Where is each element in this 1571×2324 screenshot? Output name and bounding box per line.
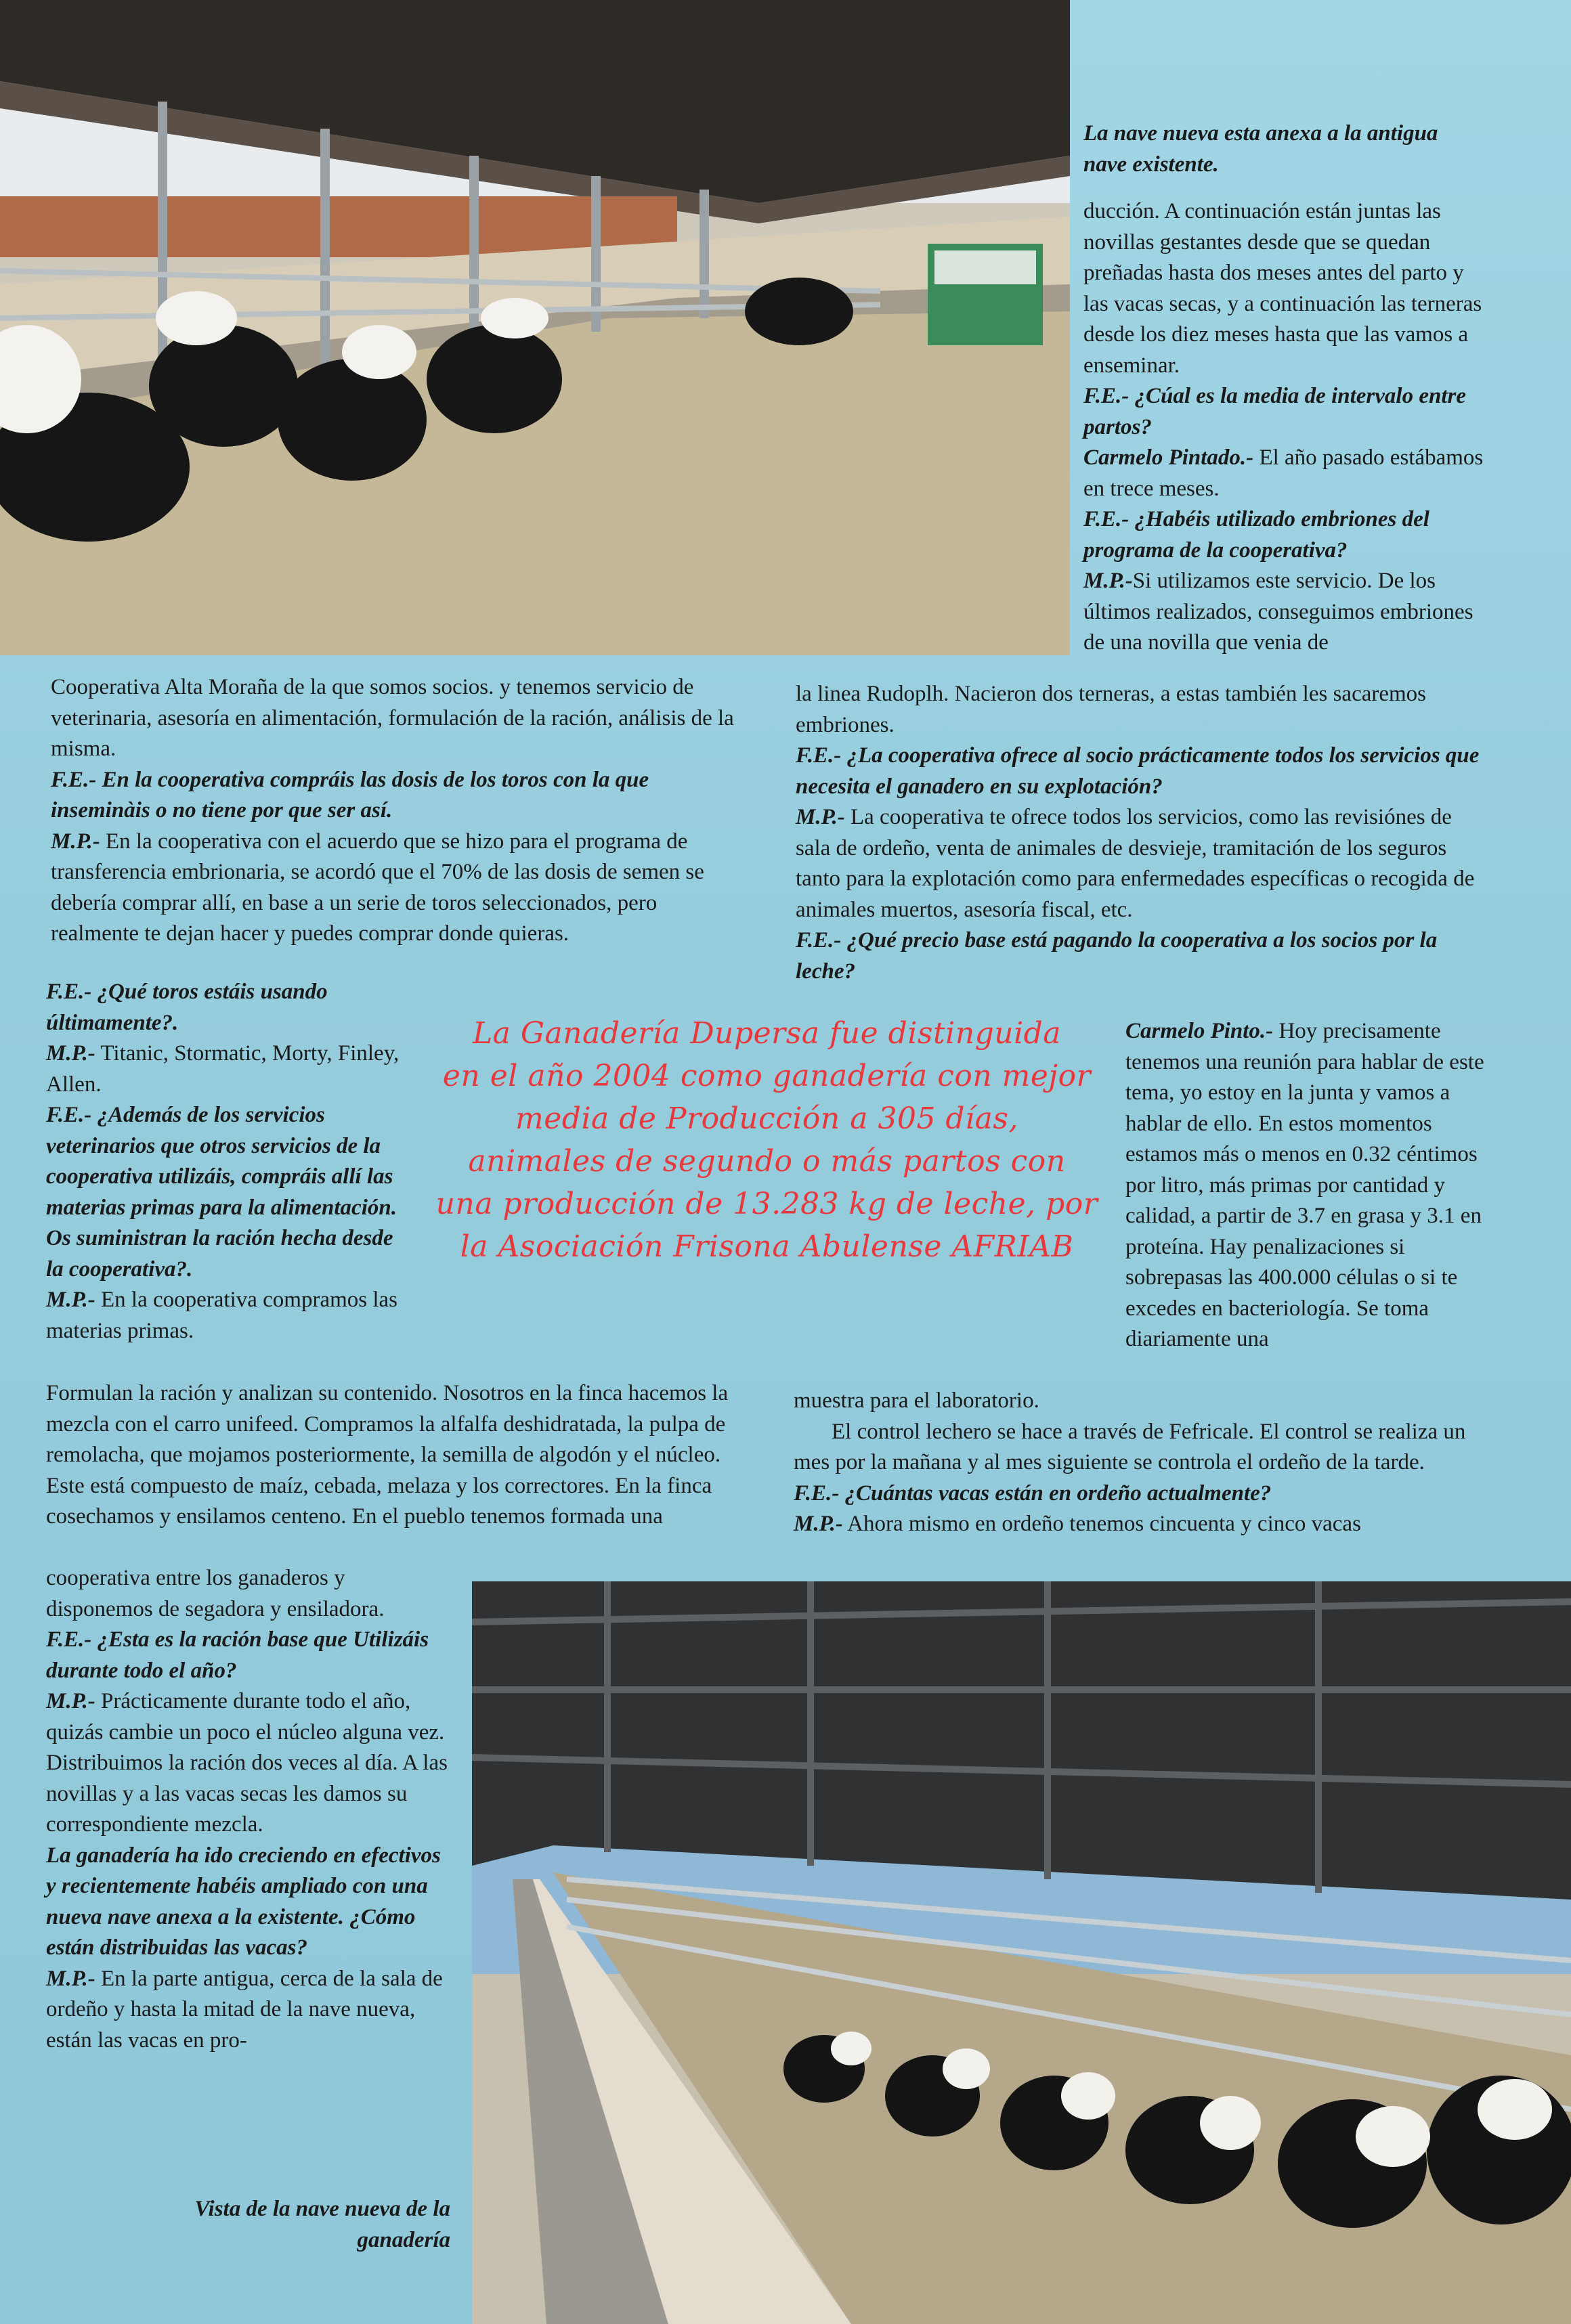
answer — [1083, 566, 1490, 659]
pull-quote-line: una producción de 13.283 kg de leche, por — [435, 1187, 1098, 1221]
bottom-photo-caption: Vista de la nave nueva de la ganadería — [194, 2197, 450, 2252]
left-column-wide — [46, 1378, 750, 1533]
answer — [1125, 1016, 1484, 1355]
speaker: M.P.- — [794, 1512, 843, 1536]
question: La ganadería ha ido creciendo en efectivos y recientemente habéis ampliado con una nueva nave anexa a la existente. ¿Cómo están distribuidas las vacas? — [46, 1843, 441, 1960]
answer — [46, 1285, 412, 1346]
left-column-bottom — [46, 1563, 452, 2056]
speaker: M.P.- — [51, 829, 100, 854]
question: F.E.- En la cooperativa compráis las dosis de los toros con la que inseminàis o no tiene por que ser así. — [51, 767, 649, 823]
right-column-middle — [796, 679, 1486, 987]
answer — [796, 802, 1486, 925]
answer-text: La cooperativa te ofrece todos los servicios, como las revisiónes de sala de ordeño, venta de animales de desvieje, tramitación de los seguros tanto para la explotación como para enfermedades específicas o recogida de animales muertos, asesoría fiscal, etc. — [796, 805, 1475, 922]
answer-text: Titanic, Stormatic, Morty, Finley, Allen. — [46, 1041, 400, 1097]
barn-photo-icon — [0, 0, 1070, 655]
question: F.E.- ¿Además de los servicios veterinarios que otros servicios de la cooperativa utilizáis, compráis allí las materias primas para la alimentación. Os suministran la ración hecha desde la cooperativa?. — [46, 1103, 397, 1281]
paragraph: Formulan la ración y analizan su contenido. Nosotros en la finca hacemos la mezcla con el carro unifeed. Compramos la alfalfa deshidratada, la pulpa de remolacha, que mojamos posteriormente, la semilla de algodón y el núcleo. Este está compuesto de maíz, cebada, melaza y los correctores. En la finca cosechamos y ensilamos centeno. En el pueblo tenemos formada una — [46, 1381, 729, 1529]
pull-quote-line: media de Producción a 305 días, — [515, 1101, 1018, 1136]
answer-text: Ahora mismo en ordeño tenemos cincuenta y cinco vacas — [842, 1512, 1361, 1536]
top-photo-caption: La nave nueva esta anexa a la antigua nave existente. — [1083, 121, 1438, 177]
speaker: M.P.- — [796, 805, 845, 829]
answer-text: Prácticamente durante todo el año, quizás cambie un poco el núcleo alguna vez. Distribuimos la ración dos veces al día. A las novillas y a las vacas secas les damos su correspondiente mezcla. — [46, 1689, 448, 1837]
left-column-narrow — [46, 977, 412, 1346]
answer-text: En la cooperativa compramos las materias primas. — [46, 1288, 398, 1343]
question: F.E.- ¿La cooperativa ofrece al socio prácticamente todos los servicios que necesita el ganadero en su explotación? — [796, 743, 1480, 799]
pull-quote-line: en el año 2004 como ganadería con mejor — [442, 1059, 1092, 1093]
question: F.E.- ¿Esta es la ración base que Utilizáis durante todo el año? — [46, 1627, 429, 1683]
speaker: M.P.- — [46, 1966, 95, 1991]
pull-quote-line: la Asociación Frisona Abulense AFRIAB — [460, 1229, 1074, 1264]
right-column-top — [1083, 196, 1490, 659]
paragraph: cooperativa entre los ganaderos y disponemos de segadora y ensiladora. — [46, 1566, 385, 1621]
left-column-top — [51, 672, 748, 950]
bottom-barn-photo — [472, 1581, 1571, 2324]
question: F.E.- ¿Cuántas vacas están en ordeño actualmente? — [794, 1481, 1272, 1506]
top-barn-photo — [0, 0, 1070, 655]
pull-quote-line: animales de segundo o más partos con — [468, 1144, 1066, 1179]
answer — [1083, 443, 1490, 504]
answer-text: Hoy precisamente tenemos una reunión para hablar de este tema, yo estoy en la junta y vamos a hablar de ello. En estos momentos estamos más o menos en 0.32 céntimos por litro, más primas por cantidad y calidad, a partir de 3.7 en grasa y 3.1 en proteína. Hay penalizaciones si sobrepasas las 400.000 células o si te excedes en bacteriología. Se toma diariamente una — [1125, 1019, 1484, 1351]
paragraph: la linea Rudoplh. Nacieron dos terneras, a estas también les sacaremos embriones. — [796, 682, 1427, 737]
answer — [51, 827, 748, 950]
pull-quote — [416, 1012, 1117, 1268]
right-column-bottom — [794, 1386, 1484, 1540]
speaker: M.P.- — [46, 1288, 95, 1312]
right-column-narrow — [1125, 1016, 1484, 1355]
answer-text: En la cooperativa con el acuerdo que se hizo para el programa de transferencia embrionaria, se acordó que el 70% de las dosis de semen se debería comprar allí, en base a un serie de toros seleccionados, pero realmente te dejan hacer y puedes comprar donde quieras. — [51, 829, 704, 946]
question: F.E.- ¿Cúal es la media de intervalo entre partos? — [1083, 384, 1466, 439]
paragraph: El control lechero se hace a través de Fefricale. El control se realiza un mes por la mañana y al mes siguiente se controla el ordeño de la tarde. — [794, 1419, 1466, 1474]
answer — [794, 1509, 1484, 1540]
speaker: M.P.- — [46, 1689, 95, 1713]
speaker: Carmelo Pintado.- — [1083, 445, 1254, 470]
paragraph: ducción. A continuación están juntas las novillas gestantes desde que se quedan preñadas hasta dos meses antes del parto y las vacas secas, y a continuación las terneras desde los diez meses hasta que las vamos a enseminar. — [1083, 199, 1482, 378]
pull-quote-line: La Ganadería Dupersa fue distinguida — [472, 1016, 1062, 1051]
answer-text: Si utilizamos este servicio. De los últimos realizados, conseguimos embriones de una novilla que venia de — [1083, 569, 1473, 655]
answer — [46, 1964, 452, 2057]
barn-photo-icon — [472, 1581, 1571, 2324]
answer-text: El año pasado estábamos en trece meses. — [1083, 445, 1484, 501]
paragraph: Cooperativa Alta Moraña de la que somos socios. y tenemos servicio de veterinaria, asesoría en alimentación, formulación de la ración, análisis de la misma. — [51, 675, 734, 761]
answer-text: En la parte antigua, cerca de la sala de ordeño y hasta la mitad de la nave nueva, están las vacas en pro- — [46, 1966, 443, 2053]
paragraph: muestra para el laboratorio. — [794, 1388, 1039, 1413]
speaker: Carmelo Pinto.- — [1125, 1019, 1274, 1043]
speaker: M.P.- — [46, 1041, 95, 1066]
speaker: M.P.- — [1083, 569, 1133, 593]
answer — [46, 1038, 412, 1100]
question: F.E.- ¿Qué precio base está pagando la cooperativa a los socios por la leche? — [796, 928, 1438, 984]
answer — [46, 1686, 452, 1841]
question: F.E.- ¿Qué toros estáis usando últimamente?. — [46, 980, 328, 1035]
question: F.E.- ¿Habéis utilizado embriones del programa de la cooperativa? — [1083, 507, 1429, 563]
